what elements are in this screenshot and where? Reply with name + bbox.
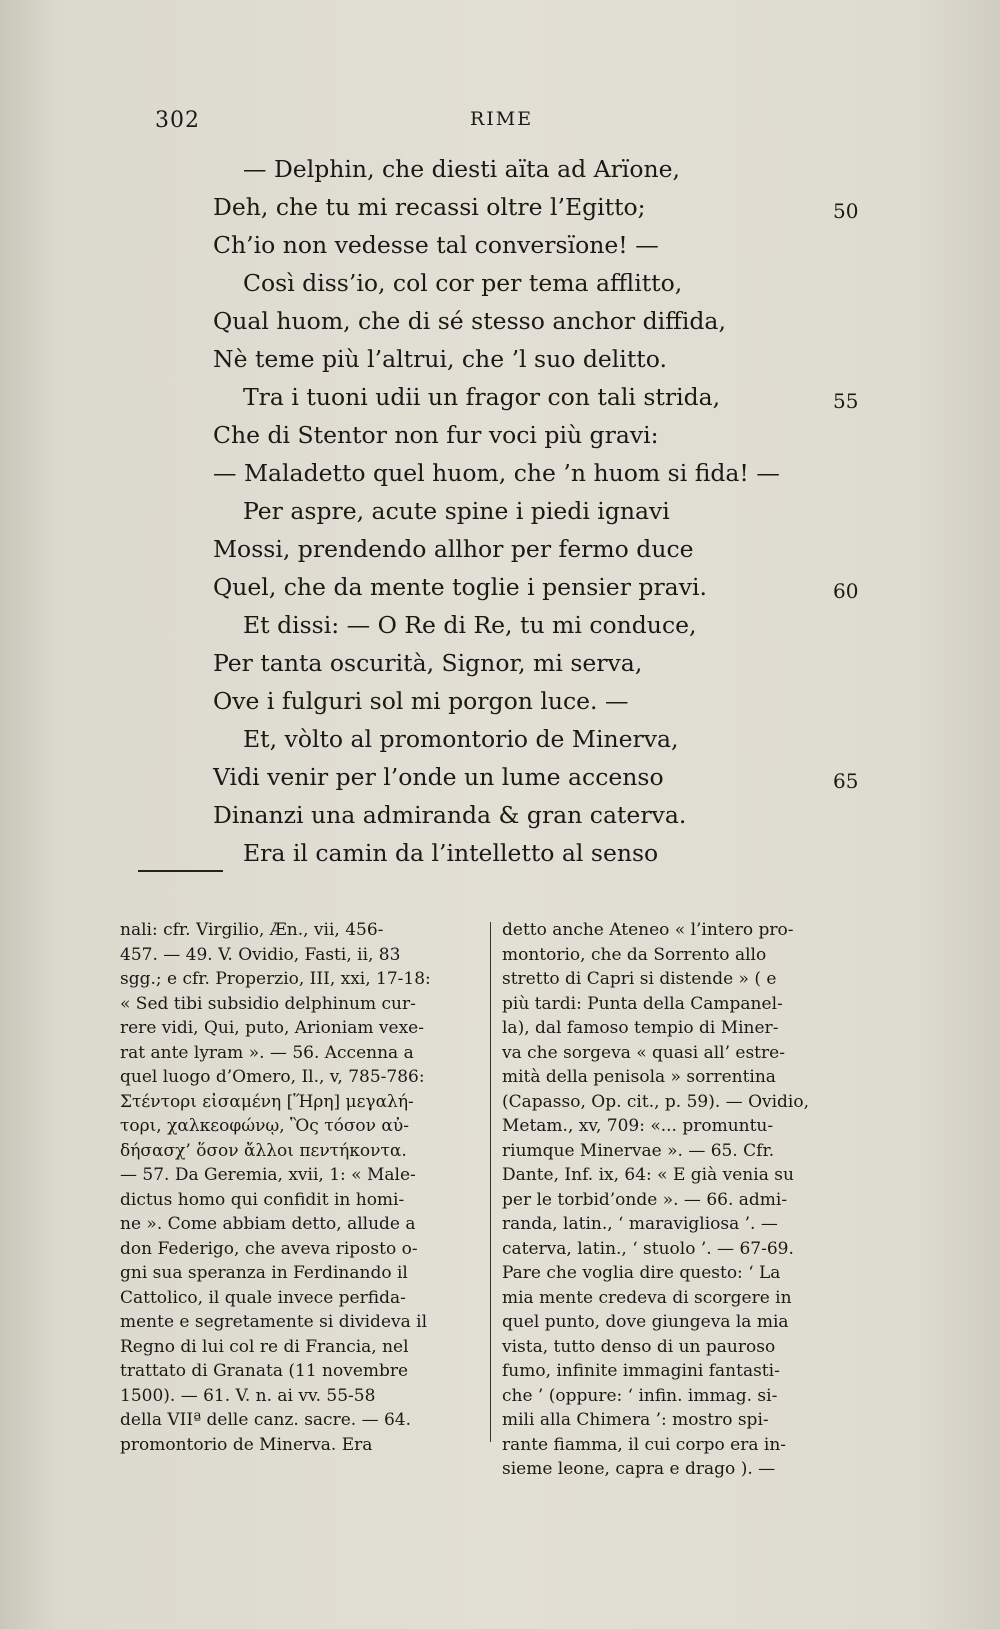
footnote-line: don Federigo, che aveva riposto o- (120, 1238, 418, 1259)
footnote-line: rat ante lyram ». — 56. Accenna a (120, 1042, 414, 1063)
verse-line (213, 340, 853, 378)
footnote-line: caterva, latin., ‘ stuolo ’. — 67-69. (502, 1238, 794, 1259)
footnote-line: va che sorgeva « quasi all’ estre- (502, 1042, 785, 1063)
footnote-line: 457. — 49. V. Ovidio, Fasti, ii, 83 (120, 944, 401, 965)
footnote-line: Metam., xv, 709: «... promuntu- (502, 1116, 774, 1136)
footnote-line: più tardi: Punta della Campanel- (502, 993, 783, 1014)
footnote-line: mità della penisola » sorrentina (502, 1067, 776, 1087)
verse-line (213, 416, 853, 454)
footnote-line: 1500). — 61. V. n. ai vv. 55-58 (120, 1385, 376, 1406)
verse-text: Dinanzi una admiranda & gran caterva. (213, 801, 687, 829)
footnote-line: riumque Minervae ». — 65. Cfr. (502, 1140, 775, 1161)
verse-line (213, 606, 853, 644)
verse-line (213, 150, 853, 188)
footnote-line: Pare che voglia dire questo: ‘ La (502, 1263, 781, 1283)
footnote-line: gni sua speranza in Ferdinando il (120, 1263, 408, 1283)
verse-line (213, 378, 859, 416)
verse-text: Tra i tuoni udii un fragor con tali strida, (243, 383, 721, 411)
footnote-line: Στέντορι εἰσαμένη [Ἥρη] μεγαλή- (120, 1091, 414, 1112)
footnote-line: sieme leone, capra e drago ). — (502, 1459, 776, 1479)
verse-text: — Maladetto quel huom, che ’n huom si fida! — (213, 459, 780, 487)
verse-text: Ch’io non vedesse tal conversïone! — (213, 231, 659, 259)
running-head: RIME (470, 108, 534, 130)
line-number: 50 (833, 199, 859, 223)
footnote-line: montorio, che da Sorrento allo (502, 944, 767, 965)
verse-text: Quel, che da mente toglie i pensier pravi. (213, 573, 707, 601)
footnote-line: nali: cfr. Virgilio, Æn., vii, 456- (120, 920, 384, 940)
footnote-column-right (502, 918, 874, 1482)
footnote-line: mia mente credeva di scorgere in (502, 1287, 792, 1308)
column-divider (490, 922, 491, 1442)
footnote-line: — 57. Da Geremia, xvii, 1: « Male- (120, 1165, 416, 1185)
verse-text: Ove i fulguri sol mi porgon luce. — (213, 687, 629, 715)
footnote-line: stretto di Capri si distende » ( e (502, 969, 777, 989)
footnote-line: promontorio de Minerva. Era (120, 1434, 373, 1455)
verse-text: Per aspre, acute spine i piedi ignavi (243, 497, 670, 525)
verse-text: Mossi, prendendo allhor per fermo duce (213, 535, 694, 563)
line-number: 65 (833, 769, 859, 793)
verse-line (213, 682, 853, 720)
line-number: 55 (833, 389, 859, 413)
footnote-line: mili alla Chimera ’: mostro spi- (502, 1410, 769, 1430)
verse-line (213, 454, 853, 492)
verse-line (213, 302, 853, 340)
footnote-line: ne ». Come abbiam detto, allude a (120, 1214, 416, 1234)
verse-text: Nè teme più l’altrui, che ’l suo delitto. (213, 345, 667, 373)
verse-line (213, 834, 853, 872)
footnote-column-left (120, 918, 476, 1457)
verse-line (213, 720, 853, 758)
verse-text: Qual huom, che di sé stesso anchor diffida, (213, 307, 726, 335)
footnote-line: vista, tutto denso di un pauroso (502, 1336, 776, 1357)
verse-line (213, 226, 853, 264)
verse-text: Che di Stentor non fur voci più gravi: (213, 421, 659, 449)
footnote-line: quel luogo d’Omero, Il., v, 785-786: (120, 1067, 425, 1087)
footnote-line: τορι, χαλκεοφώνῳ, Ὃς τόσον αὐ- (120, 1116, 409, 1136)
footnote-line: Regno di lui col re di Francia, nel (120, 1336, 409, 1357)
verse-text: Vidi venir per l’onde un lume accenso (213, 763, 664, 791)
verse-line (213, 758, 859, 796)
footnote-line: fumo, infinite immagini fantasti- (502, 1361, 780, 1381)
footnote-separator-rule (138, 870, 223, 872)
footnote-line: « Sed tibi subsidio delphinum cur- (120, 993, 416, 1014)
verse-line (213, 568, 859, 606)
verse-line (213, 492, 853, 530)
verse-text: Deh, che tu mi recassi oltre l’Egitto; (213, 193, 646, 221)
footnote-line: sgg.; e cfr. Properzio, III, xxi, 17-18: (120, 969, 431, 989)
footnote-line: rante fiamma, il cui corpo era in- (502, 1434, 787, 1455)
verse-text: Et, vòlto al promontorio de Minerva, (243, 725, 679, 753)
footnote-line: dictus homo qui confidit in homi- (120, 1189, 405, 1210)
footnote-line: rere vidi, Qui, puto, Arioniam vexe- (120, 1018, 424, 1038)
verse-text: Così diss’io, col cor per tema afflitto, (243, 269, 683, 297)
footnote-line: mente e segretamente si divideva il (120, 1312, 428, 1332)
verse-text: Et dissi: — O Re di Re, tu mi conduce, (243, 611, 697, 639)
verse-line (213, 264, 853, 302)
line-number: 60 (833, 579, 859, 603)
footnote-line: della VIIª delle canz. sacre. — 64. (120, 1410, 412, 1430)
footnote-line: quel punto, dove giungeva la mia (502, 1312, 789, 1332)
footnote-line: δήσασχ’ ὅσον ἄλλοι πεντήκοντα. (120, 1140, 407, 1161)
poem-verses (213, 150, 859, 872)
footnote-line: la), dal famoso tempio di Miner- (502, 1018, 779, 1038)
footnote-line: Cattolico, il quale invece perfida- (120, 1287, 406, 1308)
verse-line (213, 188, 859, 226)
verse-text: Era il camin da l’intelletto al senso (243, 839, 659, 867)
verse-text: Per tanta oscurità, Signor, mi serva, (213, 649, 643, 677)
footnote-line: randa, latin., ‘ maravigliosa ’. — (502, 1214, 778, 1234)
footnote-line: trattato di Granata (11 novembre (120, 1361, 409, 1381)
footnote-line: per le torbid’onde ». — 66. admi- (502, 1189, 788, 1210)
verse-text: — Delphin, che diesti aïta ad Arïone, (243, 155, 680, 183)
page-number: 302 (155, 108, 200, 133)
footnote-line: (Capasso, Op. cit., p. 59). — Ovidio, (502, 1091, 810, 1112)
verse-line (213, 796, 853, 834)
footnote-line: detto anche Ateneo « l’intero pro- (502, 920, 794, 940)
footnote-line: che ’ (oppure: ‘ infin. immag. si- (502, 1385, 778, 1406)
verse-line (213, 530, 853, 568)
footnote-line: Dante, Inf. ix, 64: « E già venia su (502, 1165, 794, 1185)
verse-line (213, 644, 853, 682)
